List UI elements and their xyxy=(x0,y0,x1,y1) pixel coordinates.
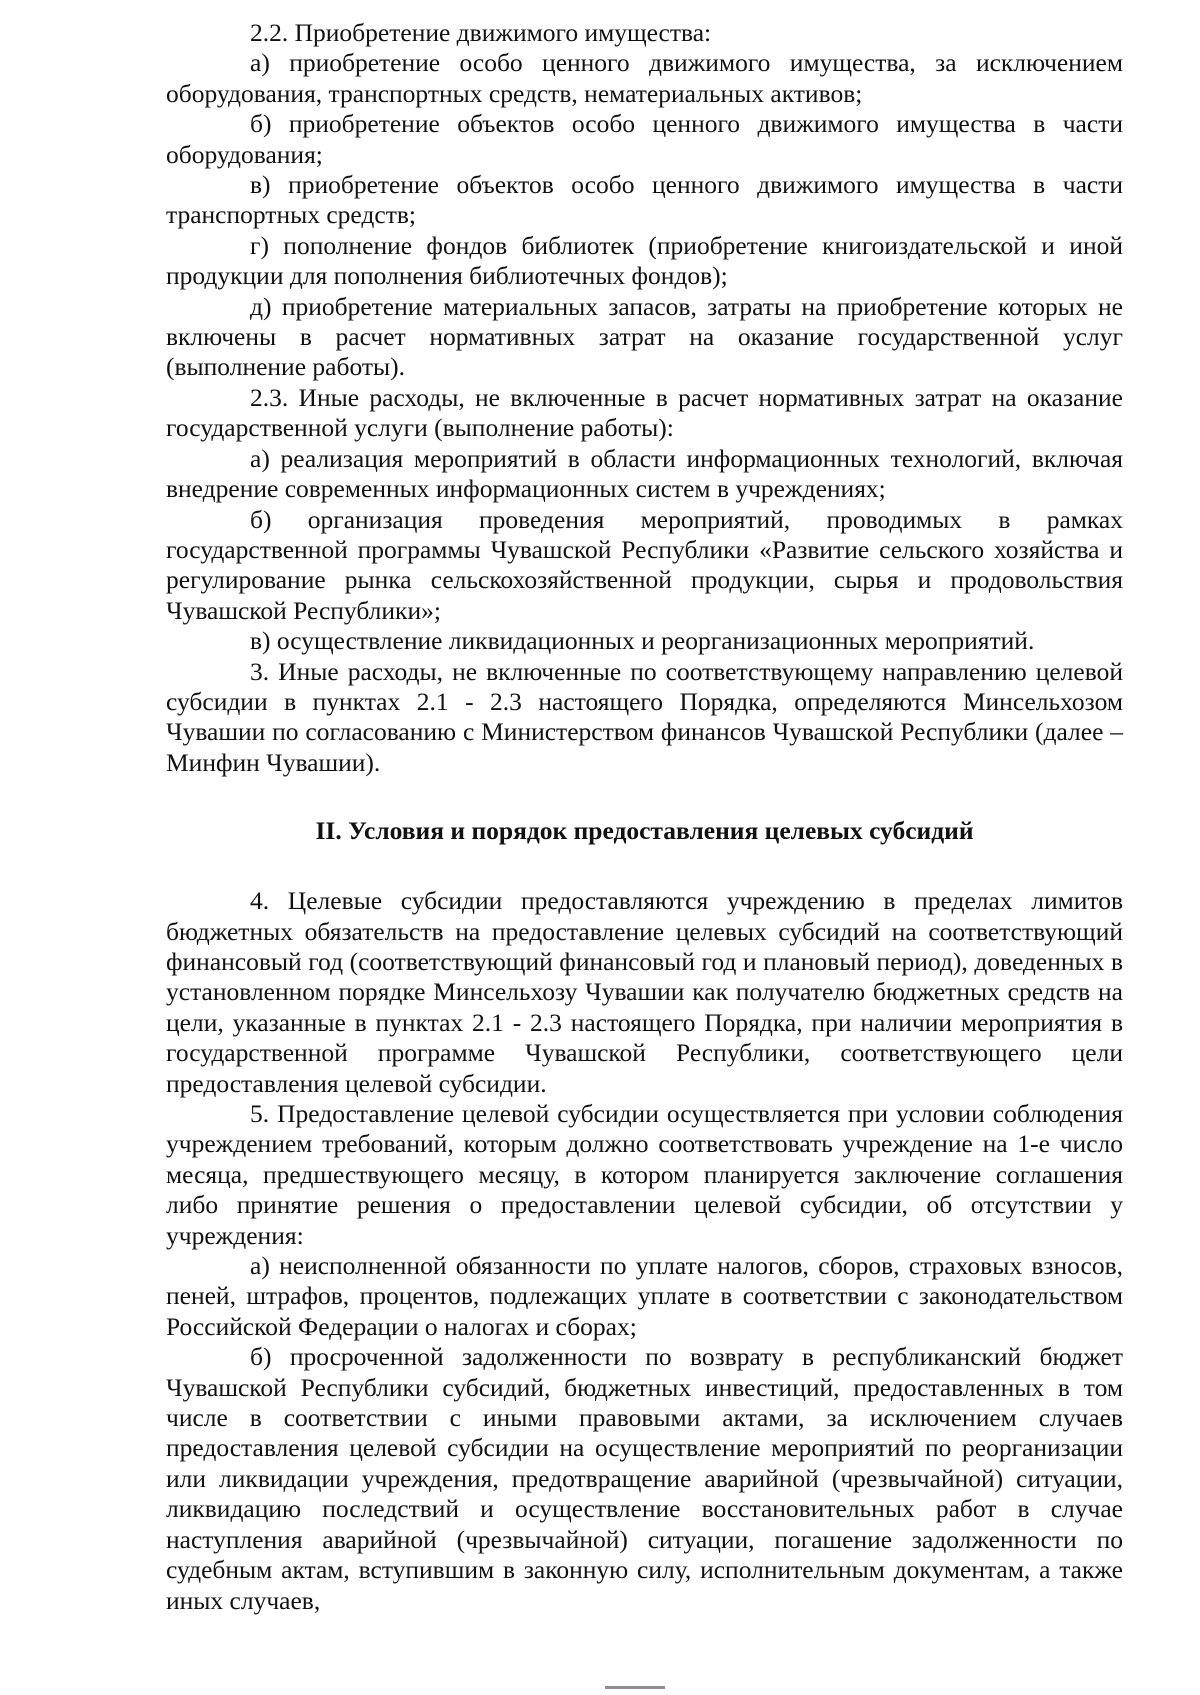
paragraph-2-3-a: а) реализация мероприятий в области информационных технологий, включая внедрение современных информационных систем в учреждениях; xyxy=(166,443,1123,504)
page-footer-mark xyxy=(605,1686,665,1689)
paragraph-2-2: 2.2. Приобретение движимого имущества: xyxy=(250,18,712,47)
paragraph-2-2-b: б) приобретение объектов особо ценного движимого имущества в части оборудования; xyxy=(166,109,1123,169)
document-page xyxy=(166,18,1123,1616)
paragraph-2-2-d: д) приобретение материальных запасов, затраты на приобретение которых не включены в расчет нормативных затрат на оказание государственной услуг (выполнение работы). xyxy=(166,291,1123,382)
paragraph-2-3-v: в) осуществление ликвидационных и реорганизационных мероприятий. xyxy=(250,626,1035,656)
paragraph-5-b: б) просроченной задолженности по возврату в республиканский бюджет Чувашской Республики субсидий, бюджетных инвестиций, предоставленных в том числе в соответствии с иными правовыми актами, за исключением случаев предоставления целевой субсидии на осуществление мероприятий по реорганизации или ликвидации учреждения, предотвращение аварийной (чрезвычайной) ситуации, ликвидацию последствий и осуществление восстановительных работ в случае наступления аварийной (чрезвычайной) ситуации, погашение задолженности по судебным актам, вступившим в законную силу, исполнительным документам, а также иных случаев, xyxy=(166,1342,1123,1615)
paragraph-3: 3. Иные расходы, не включенные по соответствующему направлению целевой субсидии в пунктах 2.1 - 2.3 настоящего Порядка, определяются Минсельхозом Чувашии по согласованию с Министерством финансов Чувашской Республики (далее – Минфин Чувашии). xyxy=(166,656,1123,777)
paragraph-4: 4. Целевые субсидии предоставляются учреждению в пределах лимитов бюджетных обязательств на предоставление целевых субсидий на соответствующий финансовый год (соответствующий финансовый год и плановый период), доведенных в установленном порядке Минсельхозу Чувашии как получателю бюджетных средств на цели, указанные в пунктах 2.1 - 2.3 настоящего Порядка, при наличии мероприятия в государственной программе Чувашской Республики, соответствующего цели предоставления целевой субсидии. xyxy=(166,886,1123,1098)
section-heading: II. Условия и порядок предоставления целевых субсидий xyxy=(315,816,974,846)
paragraph-2-2-v: в) приобретение объектов особо ценного движимого имущества в части транспортных средств; xyxy=(166,170,1123,230)
paragraph-5-a: а) неисполненной обязанности по уплате налогов, сборов, страховых взносов, пеней, штрафов, процентов, подлежащих уплате в соответствии с законодательством Российской Федерации о налогах и сборах; xyxy=(166,1251,1123,1341)
paragraph-2-2-a: а) приобретение особо ценного движимого имущества, за исключением оборудования, транспортных средств, нематериальных активов; xyxy=(166,48,1123,108)
paragraph-2-3-b: б) организация проведения мероприятий, проводимых в рамках государственной программы Чувашской Республики «Развитие сельского хозяйства и регулирование рынка сельскохозяйственной продукции, сырья и продовольствия Чувашской Республики»; xyxy=(166,504,1123,625)
paragraph-5: 5. Предоставление целевой субсидии осуществляется при условии соблюдения учреждением требований, которым должно соответствовать учреждение на 1-е число месяца, предшествующего месяцу, в котором планируется заключение соглашения либо принятие решения о предоставлении целевой субсидии, об отсутствии у учреждения: xyxy=(166,1099,1123,1250)
paragraph-2-2-g: г) пополнение фондов библиотек (приобретение книгоиздательской и иной продукции для пополнения библиотечных фондов); xyxy=(166,230,1123,291)
paragraph-2-3: 2.3. Иные расходы, не включенные в расчет нормативных затрат на оказание государственной услуги (выполнение работы): xyxy=(166,382,1123,443)
